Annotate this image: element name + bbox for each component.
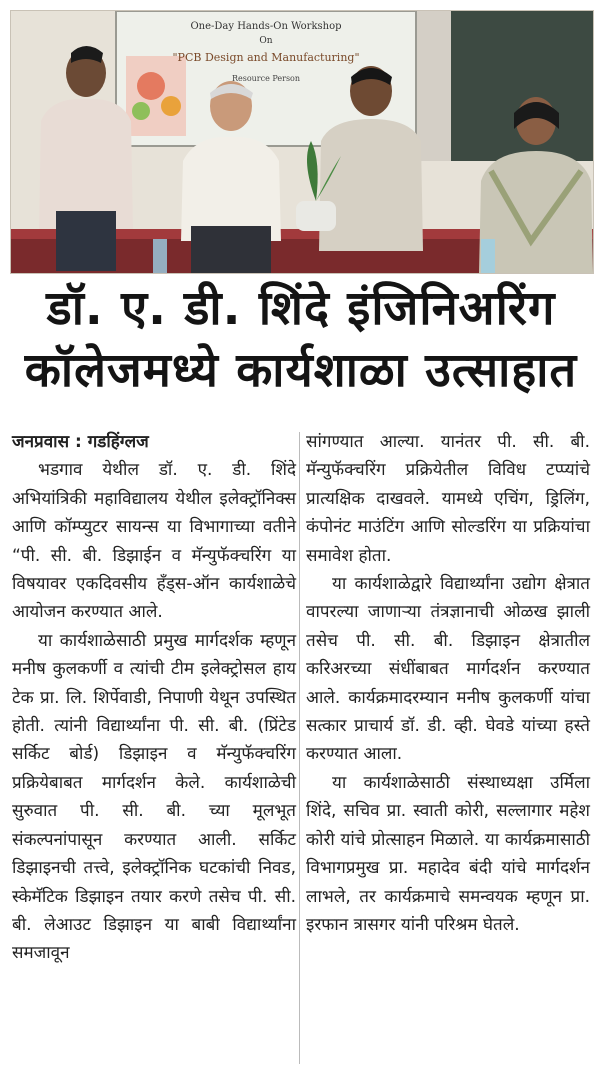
paragraph: सांगण्यात आल्या. यानंतर पी. सी. बी. मॅन्युफॅक्चरिंग प्रक्रियेतील विविध टप्प्यांचे प्रात्यक्षिक दाखवले. यामध्ये एचिंग, ड्रिलिंग, कंपोनंट माउंटिंग आणि सोल्डरिंग या प्रक्रियांचा समावेश होता.: [306, 432, 590, 566]
dateline: जनप्रवास : गडहिंग्लज: [12, 432, 149, 452]
paragraph: या कार्यशाळेद्वारे विद्यार्थ्यांना उद्योग क्षेत्रात वापरल्या जाणाऱ्या तंत्रज्ञानाची ओळख झाली तसेच पी. सी. बी. डिझाइन क्षेत्रातील करिअरच्या संधींबाबत मार्गदर्शन करण्यात आले. कार्यक्रमादरम्यान मनीष कुलकर्णी यांचा सत्कार प्राचार्य डॉ. डी. व्ही. घेवडे यांच्या हस्ते करण्यात आला.: [306, 574, 590, 765]
paragraph: या कार्यशाळेसाठी संस्थाध्यक्षा उर्मिला शिंदे, सचिव प्रा. स्वाती कोरी, सल्लागार महेश कोरी यांचे प्रोत्साहन मिळाले. या कार्यक्रमासाठी विभागप्रमुख प्रा. महादेव बंदी यांचे मार्गदर्शन लाभले, तर कार्यक्रमाचे समन्वयक म्हणून प्रा. इरफान त्रासगर यांनी परिश्रम घेतले.: [306, 772, 590, 935]
slide-topic: "PCB Design and Manufacturing": [172, 51, 360, 64]
column-divider: [299, 432, 300, 1064]
chalkboard: [451, 11, 593, 161]
news-photo: [10, 10, 594, 274]
workshop-photo-illustration: [11, 11, 593, 273]
paragraph: या कार्यशाळेसाठी प्रमुख मार्गदर्शक म्हणून मनीष कुलकर्णी व त्यांची टीम इलेक्ट्रोसल हाय टेक प्रा. लि. शिर्पेवाडी, निपाणी येथून उपस्थित होती. त्यांनी विद्यार्थ्यांना पी. सी. बी. (प्रिंटेड सर्किट बोर्ड) डिझाइन व मॅन्युफॅक्चरिंग प्रक्रियेबाबत मार्गदर्शन केले. कार्यशाळेची सुरुवात पी. सी. बी. च्या मूलभूत संकल्पनांपासून करण्यात आली. सर्किट डिझाइनची तत्त्वे, इलेक्ट्रॉनिक घटकांची निवड, स्केमॅटिक डिझाइन तयार करणे तसेच पी. सी. बी. लेआउट डिझाइन या बाबी विद्यार्थ्यांना समजावून: [12, 630, 296, 964]
slide-title: One-Day Hands-On Workshop: [190, 21, 342, 32]
headline-line-1: डॉ. ए. डी. शिंदे इंजिनिअरिंग: [46, 281, 556, 336]
article-column-left: [12, 428, 296, 968]
slide-on: On: [259, 36, 273, 46]
article-column-right: [306, 428, 590, 939]
headline-line-2: कॉलेजमध्ये कार्यशाळा उत्साहात: [24, 343, 578, 398]
paragraph: भडगाव येथील डॉ. ए. डी. शिंदे अभियांत्रिकी महाविद्यालय येथील इलेक्ट्रॉनिक्स आणि कॉम्प्युटर सायन्स या विभागाच्या वतीने “पी. सी. बी. डिझाईन व मॅन्युफॅक्चरिंग या विषयावर एकदिवसीय हँड्स-ऑन कार्यशाळेचे आयोजन करण्यात आले.: [12, 460, 296, 623]
slide-resource: Resource Person: [231, 74, 301, 83]
